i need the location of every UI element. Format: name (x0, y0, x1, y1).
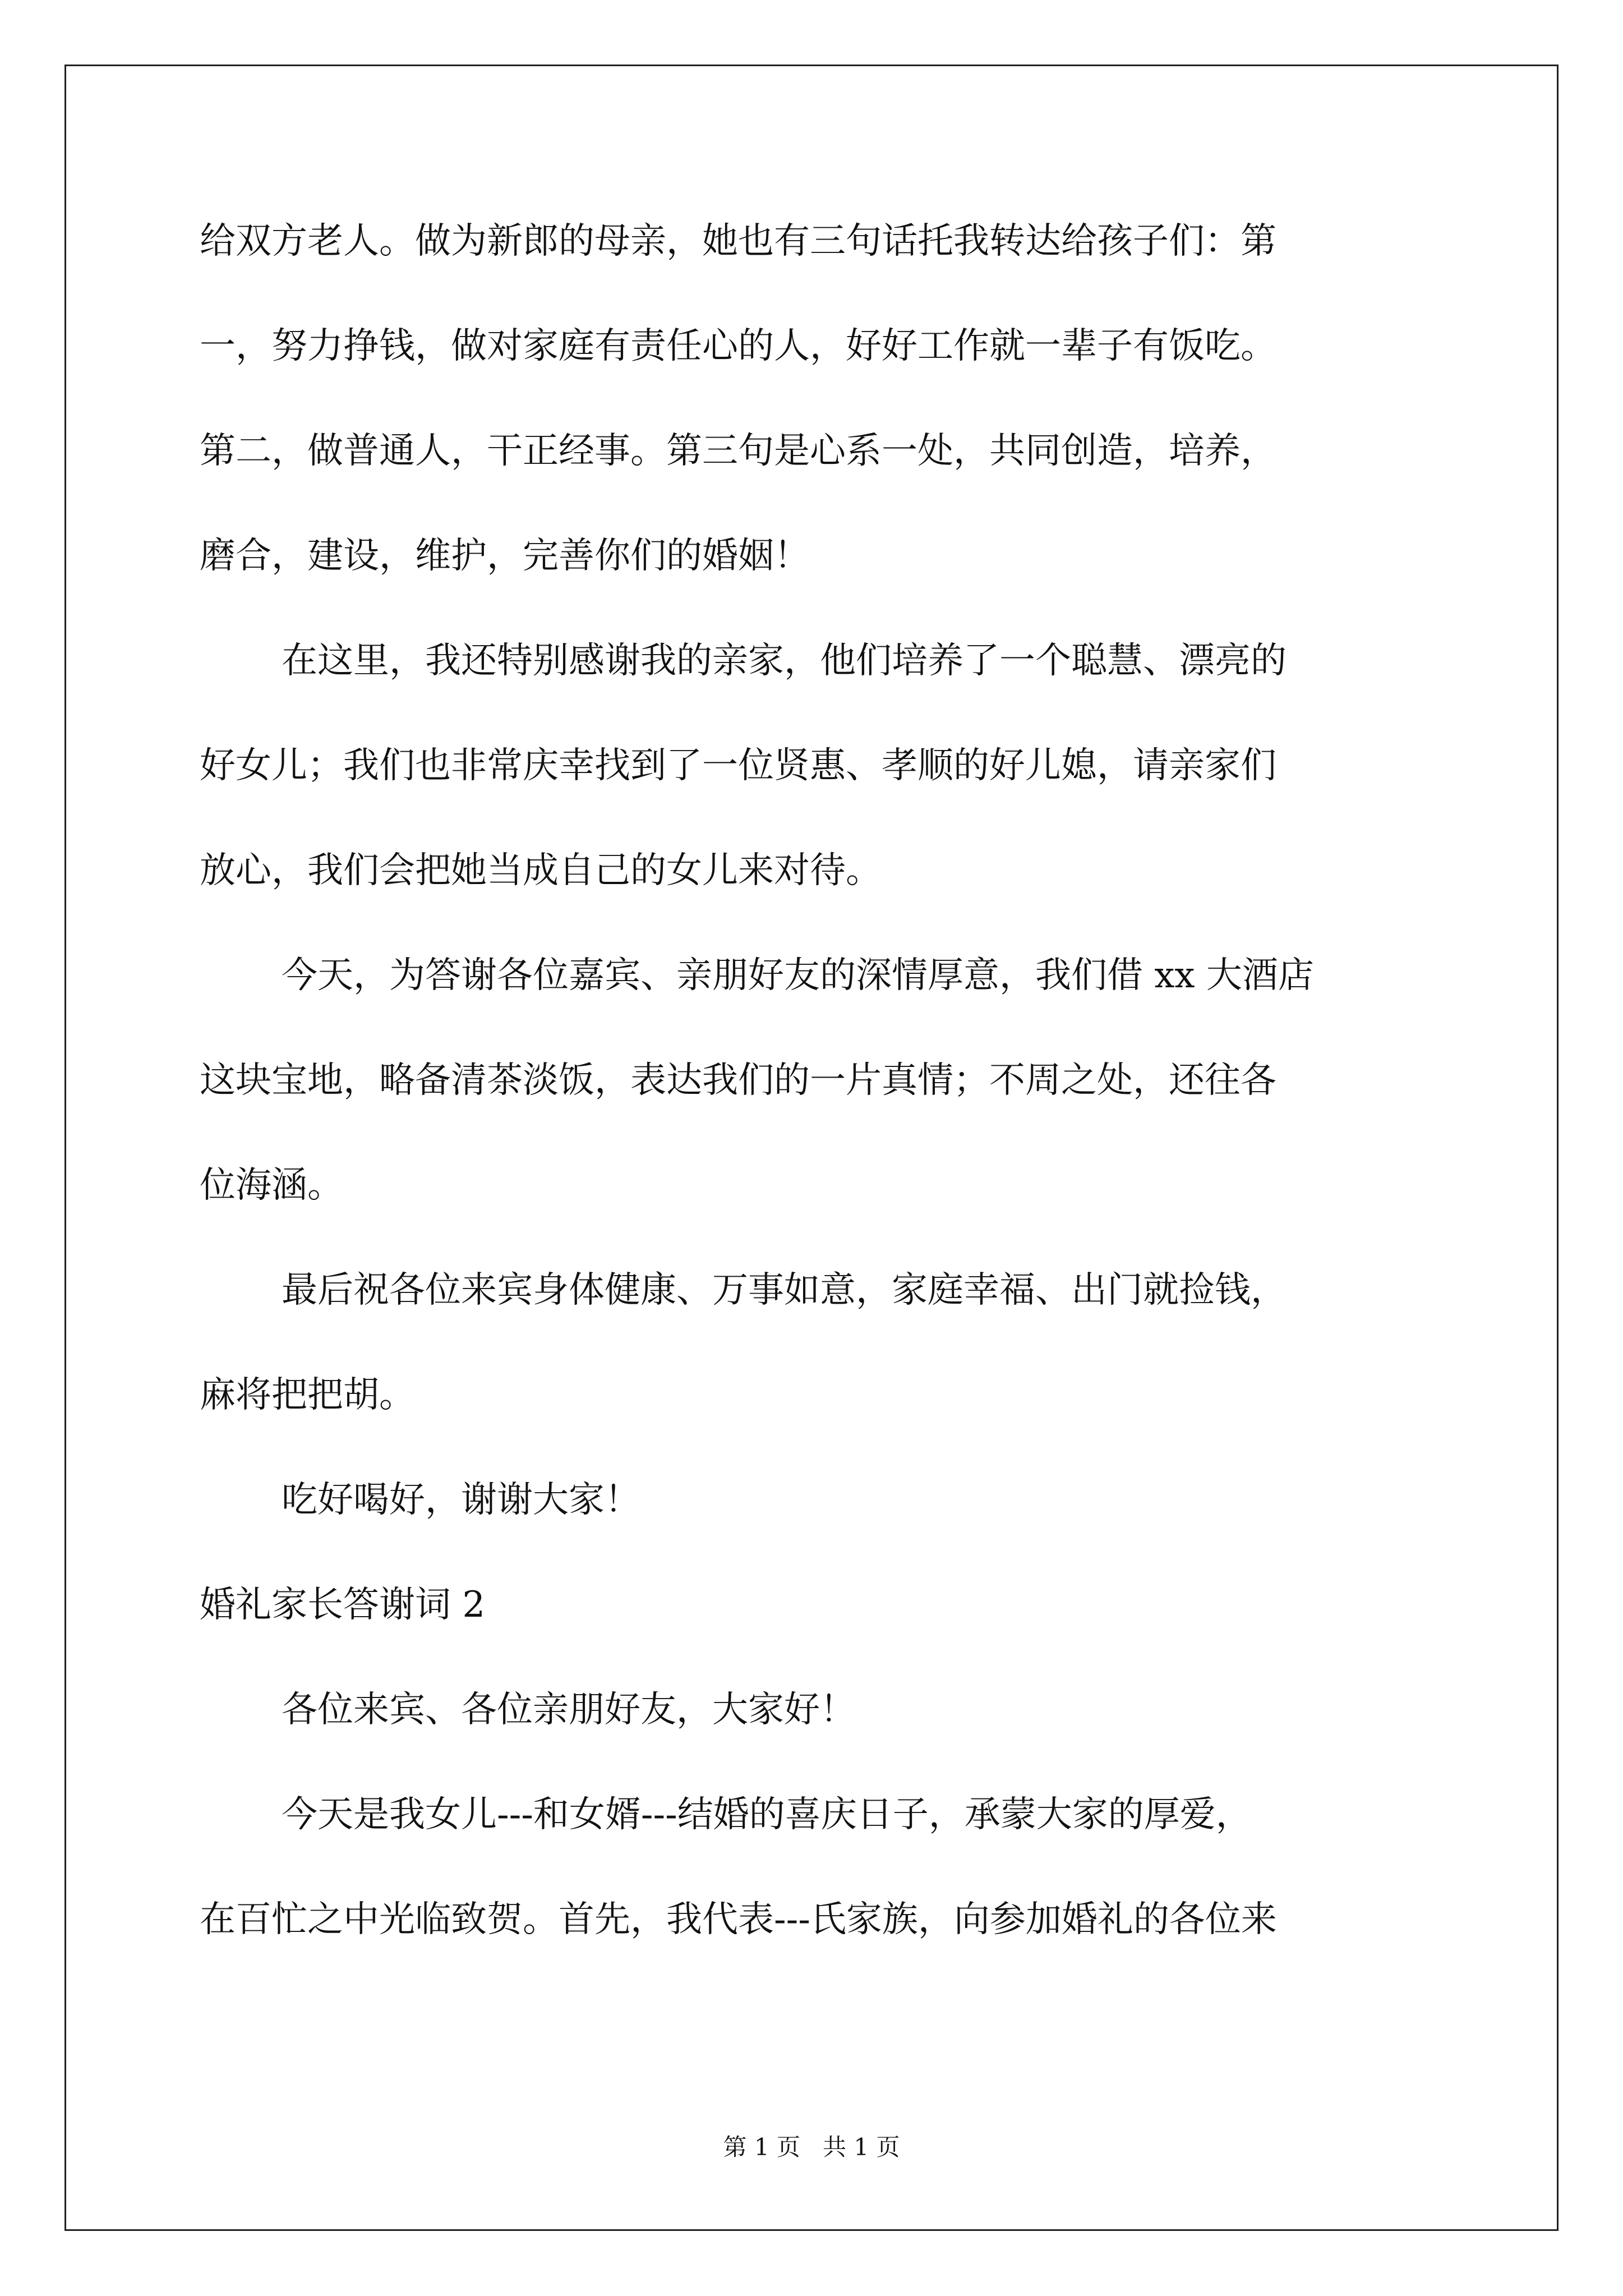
text-line: 这块宝地，略备清茶淡饭，表达我们的一片真情；不周之处，还往各 (200, 1060, 1276, 1101)
paragraph-start-line: 今天，为答谢各位嘉宾、亲朋好友的深情厚意，我们借 xx 大酒店 (282, 955, 1314, 996)
paragraph-start-line: 今天是我女儿---和女婿---结婚的喜庆日子，承蒙大家的厚爱， (282, 1794, 1252, 1835)
text-line: 给双方老人。做为新郎的母亲，她也有三句话托我转达给孩子们：第 (200, 220, 1276, 262)
text-line: 第二，做普通人，干正经事。第三句是心系一处，共同创造，培养， (200, 430, 1276, 472)
page-footer: 第 1 页 共 1 页 (723, 2133, 900, 2161)
text-line: 一，努力挣钱，做对家庭有责任心的人，好好工作就一辈子有饭吃。 (200, 325, 1276, 367)
text-line: 好女儿；我们也非常庆幸找到了一位贤惠、孝顺的好儿媳，请亲家们 (200, 745, 1276, 786)
paragraph-start-line: 吃好喝好，谢谢大家！ (282, 1479, 640, 1521)
section-heading: 婚礼家长答谢词 2 (200, 1584, 486, 1626)
paragraph-start-line: 最后祝各位来宾身体健康、万事如意，家庭幸福、出门就捡钱， (282, 1269, 1287, 1311)
text-line: 磨合，建设，维护，完善你们的婚姻！ (200, 535, 810, 577)
paragraph-start-line: 在这里，我还特别感谢我的亲家，他们培养了一个聪慧、漂亮的 (282, 640, 1287, 682)
text-line: 麻将把把胡。 (200, 1374, 415, 1416)
text-line: 在百忙之中光临致贺。首先，我代表---氏家族，向参加婚礼的各位来 (200, 1899, 1277, 1940)
text-line: 放心，我们会把她当成自己的女儿来对待。 (200, 850, 882, 891)
text-line: 位海涵。 (200, 1165, 343, 1206)
paragraph-start-line: 各位来宾、各位亲朋好友，大家好！ (282, 1689, 856, 1731)
document-body (200, 219, 1428, 2002)
